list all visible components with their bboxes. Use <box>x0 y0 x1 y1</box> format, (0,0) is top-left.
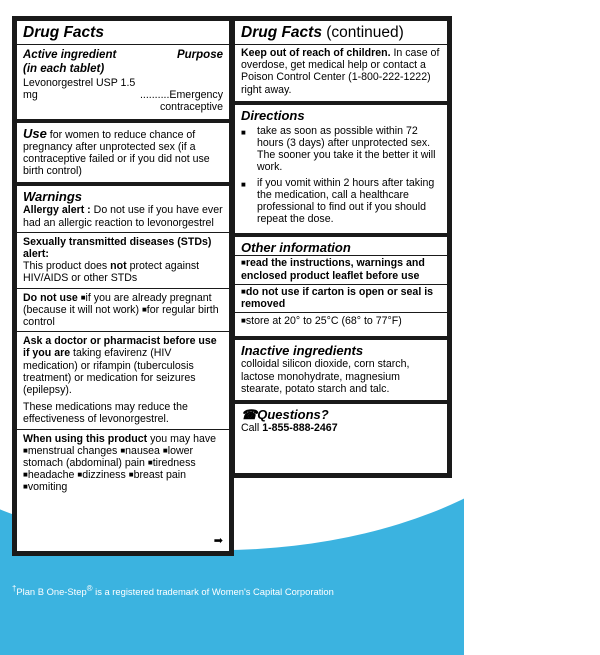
other-info-item: ■do not use if carton is open or seal is removed <box>241 285 434 311</box>
when-label: When using this product <box>23 432 148 445</box>
use-section <box>17 123 229 187</box>
inactive-text: colloidal silicon dioxide, corn starch, lactose monohydrate, magnesium stearate, potato starch and talc. <box>241 358 410 395</box>
active-purpose-line2: contraceptive <box>159 101 223 114</box>
inactive-ingredients-section <box>235 340 447 404</box>
questions-heading: ☎Questions? <box>241 407 329 423</box>
allergy-alert <box>23 204 223 228</box>
std-label: Sexually transmitted diseases (STDs) alert: <box>23 235 212 261</box>
other-info-item: ■store at 20° to 25°C (68° to 77°F) <box>241 315 402 328</box>
side-effect: headache <box>27 469 75 482</box>
bullet-icon: ■ <box>162 445 168 455</box>
keep-out-section <box>235 21 447 105</box>
directions-list <box>241 125 441 226</box>
ask-text: taking efavirenz (HIV medication) or rifampin (tuberculosis treatment) or medication for seizures (epilepsy). <box>23 347 196 397</box>
bullet-icon: ■ <box>241 316 246 326</box>
continue-arrow-icon: ➡ <box>213 535 223 547</box>
ask-text-2: These medications may reduce the effectiveness of levonorgestrel. <box>23 401 188 426</box>
panel-title: Drug Facts (continued) <box>241 24 404 41</box>
use-text: for women to reduce chance of pregnancy after unprotected sex (if a contraceptive failed or if you did not use birth control) <box>23 128 210 178</box>
active-ingredient-subheading: (in each tablet) <box>23 63 105 75</box>
std-text: This product does not protect against HIV/AIDS or other STDs <box>23 260 200 285</box>
do-not-use-label: Do not use <box>23 291 78 304</box>
side-effect: vomiting <box>27 481 68 494</box>
bullet-icon: ■ <box>241 179 246 189</box>
phone-number: 1-855-888-2467 <box>262 422 338 435</box>
side-effect: menstrual changes <box>27 444 118 457</box>
warnings-section <box>17 186 229 498</box>
keep-out-text: In case of overdose, get medical help or contact a Poison Control Center (1-800-222-1222) right away. <box>241 47 440 96</box>
use-heading: Use <box>23 125 47 141</box>
bullet-icon: ■ <box>241 286 246 296</box>
side-effect: lower stomach (abdominal) pain <box>23 444 194 470</box>
active-ingredient-heading: Active ingredient <box>23 49 117 61</box>
allergy-label: Allergy alert : <box>23 204 91 217</box>
bullet-icon: ■ <box>241 258 246 268</box>
other-information-section <box>235 237 447 340</box>
ask-doctor <box>17 331 229 425</box>
ask-label: Ask a doctor or pharmacist before use if you are <box>23 335 217 360</box>
do-not-use: Do not use ■if you are already pregnant (because it will not work) ■for regular birth control <box>17 288 229 329</box>
allergy-text: Do not use if you have ever had an allergic reaction to levonorgestrel <box>23 204 223 229</box>
bullet-icon: ■ <box>241 127 246 137</box>
warnings-heading: Warnings <box>23 189 82 205</box>
bullet-icon: ■ <box>80 292 86 302</box>
bullet-icon: ■ <box>128 470 134 480</box>
questions-section <box>235 404 447 439</box>
drug-facts-continued-panel <box>230 16 452 478</box>
purpose-heading: Purpose <box>176 49 223 61</box>
panel-title: Drug Facts <box>23 24 104 41</box>
std-alert <box>17 232 229 285</box>
side-effect: tiredness <box>152 457 196 470</box>
side-effect: nausea <box>125 444 160 457</box>
directions-section <box>235 105 447 238</box>
other-info-item: ■read the instructions, warnings and enclosed product leaflet before use <box>241 257 425 282</box>
phone-icon: ☎ <box>241 407 258 423</box>
when-using: When using this product you may have ■menstrual changes ■nausea ■lower stomach (abdominal) pain ■tiredness ■headache ■dizziness ■breast pain ■vomiting <box>17 429 229 494</box>
bullet-icon: ■ <box>23 482 28 492</box>
inactive-heading: Inactive ingredients <box>241 343 364 359</box>
list-item: ■ take as soon as possible within 72 hours (3 days) after unprotected sex. The sooner you take it the better it will work. <box>241 124 436 174</box>
bullet-icon: ■ <box>23 445 28 455</box>
other-information-heading: Other information <box>241 240 351 256</box>
bullet-icon: ■ <box>23 470 28 480</box>
bullet-icon: ■ <box>77 470 83 480</box>
side-effect: breast pain <box>133 469 186 482</box>
drug-facts-panel <box>12 16 234 556</box>
bullet-icon: ■ <box>120 445 126 455</box>
trademark-footer: †Plan B One-Step® is a registered trademark of Women's Capital Corporation <box>12 584 334 598</box>
directions-heading: Directions <box>241 107 305 123</box>
dot-leader: .......... <box>139 89 170 102</box>
list-item: ■ if you vomit within 2 hours after taking the medication, call a healthcare professional to find out if you should repeat the dose. <box>241 176 435 226</box>
keep-out-label: Keep out of reach of children. <box>241 47 391 59</box>
active-ingredient-name: Levonorgestrel USP 1.5 mg <box>23 77 136 102</box>
call-line: Call 1-855-888-2467 <box>241 422 338 435</box>
bullet-icon: ■ <box>141 304 147 314</box>
bullet-icon: ■ <box>147 458 153 468</box>
side-effect: dizziness <box>82 469 126 482</box>
continued-label: (continued) <box>321 24 404 41</box>
active-purpose-line1: Emergency <box>169 89 223 102</box>
active-ingredient-section <box>17 21 229 123</box>
